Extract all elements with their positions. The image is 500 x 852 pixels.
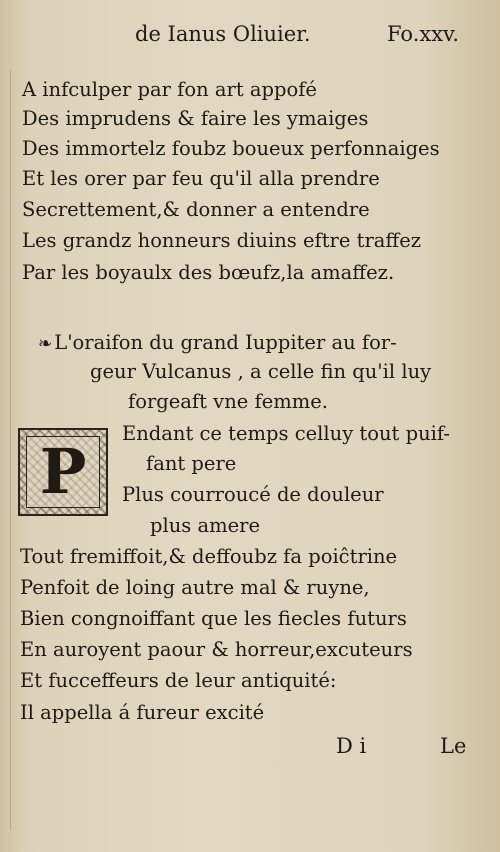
indented-line: Endant ce temps celluy tout puif- — [122, 422, 450, 445]
verse-line: Des immortelz foubz boueux perfonnaiges — [22, 137, 440, 160]
verse-line: Bien congnoiffant que les fiecles futurs — [20, 607, 407, 630]
margin-rule — [10, 70, 11, 830]
verse-line: Et fucceffeurs de leur antiquité: — [20, 669, 337, 692]
verse-line: Des imprudens & faire les ymaiges — [22, 107, 369, 130]
signature-mark: D i — [336, 734, 367, 758]
verse-line: Les grandz honneurs diuins eftre traffez — [22, 229, 422, 252]
verse-line: En auroyent paour & horreur,excuteurs — [20, 638, 413, 661]
heading-line-3: forgeaft vne femme. — [128, 390, 328, 413]
verse-line: Penfoit de loing autre mal & ruyne, — [20, 576, 370, 599]
heading-line-1: ❧ L'oraifon du grand Iuppiter au for- — [38, 331, 397, 354]
indented-line: Plus courroucé de douleur — [122, 483, 384, 506]
verse-line: Par les boyaulx des bœufz,la amaffez. — [22, 261, 395, 284]
heading-line-2: geur Vulcanus , a celle fin qu'il luy — [90, 360, 432, 383]
verse-line: Secrettement,& donner a entendre — [22, 198, 370, 221]
verse-line: A infculper par fon art appofé — [22, 78, 317, 101]
fleuron-icon: ❧ — [38, 334, 53, 354]
verse-line: Il appella á fureur excité — [20, 701, 265, 724]
catchword: Le — [440, 734, 467, 758]
indented-line: fant pere — [146, 452, 237, 475]
verse-line: Et les orer par feu qu'il alla prendre — [22, 167, 380, 190]
folio-number: Fo.xxv. — [387, 22, 460, 46]
indented-line: plus amere — [150, 514, 261, 537]
running-head-title: de Ianus Oliuier. — [135, 22, 311, 46]
ornamental-drop-cap — [18, 428, 108, 516]
verse-line: Tout fremiffoit,& deffoubz fa poiĉtrine — [20, 545, 398, 568]
drop-cap-letter: P — [39, 435, 87, 508]
running-head — [0, 22, 500, 52]
